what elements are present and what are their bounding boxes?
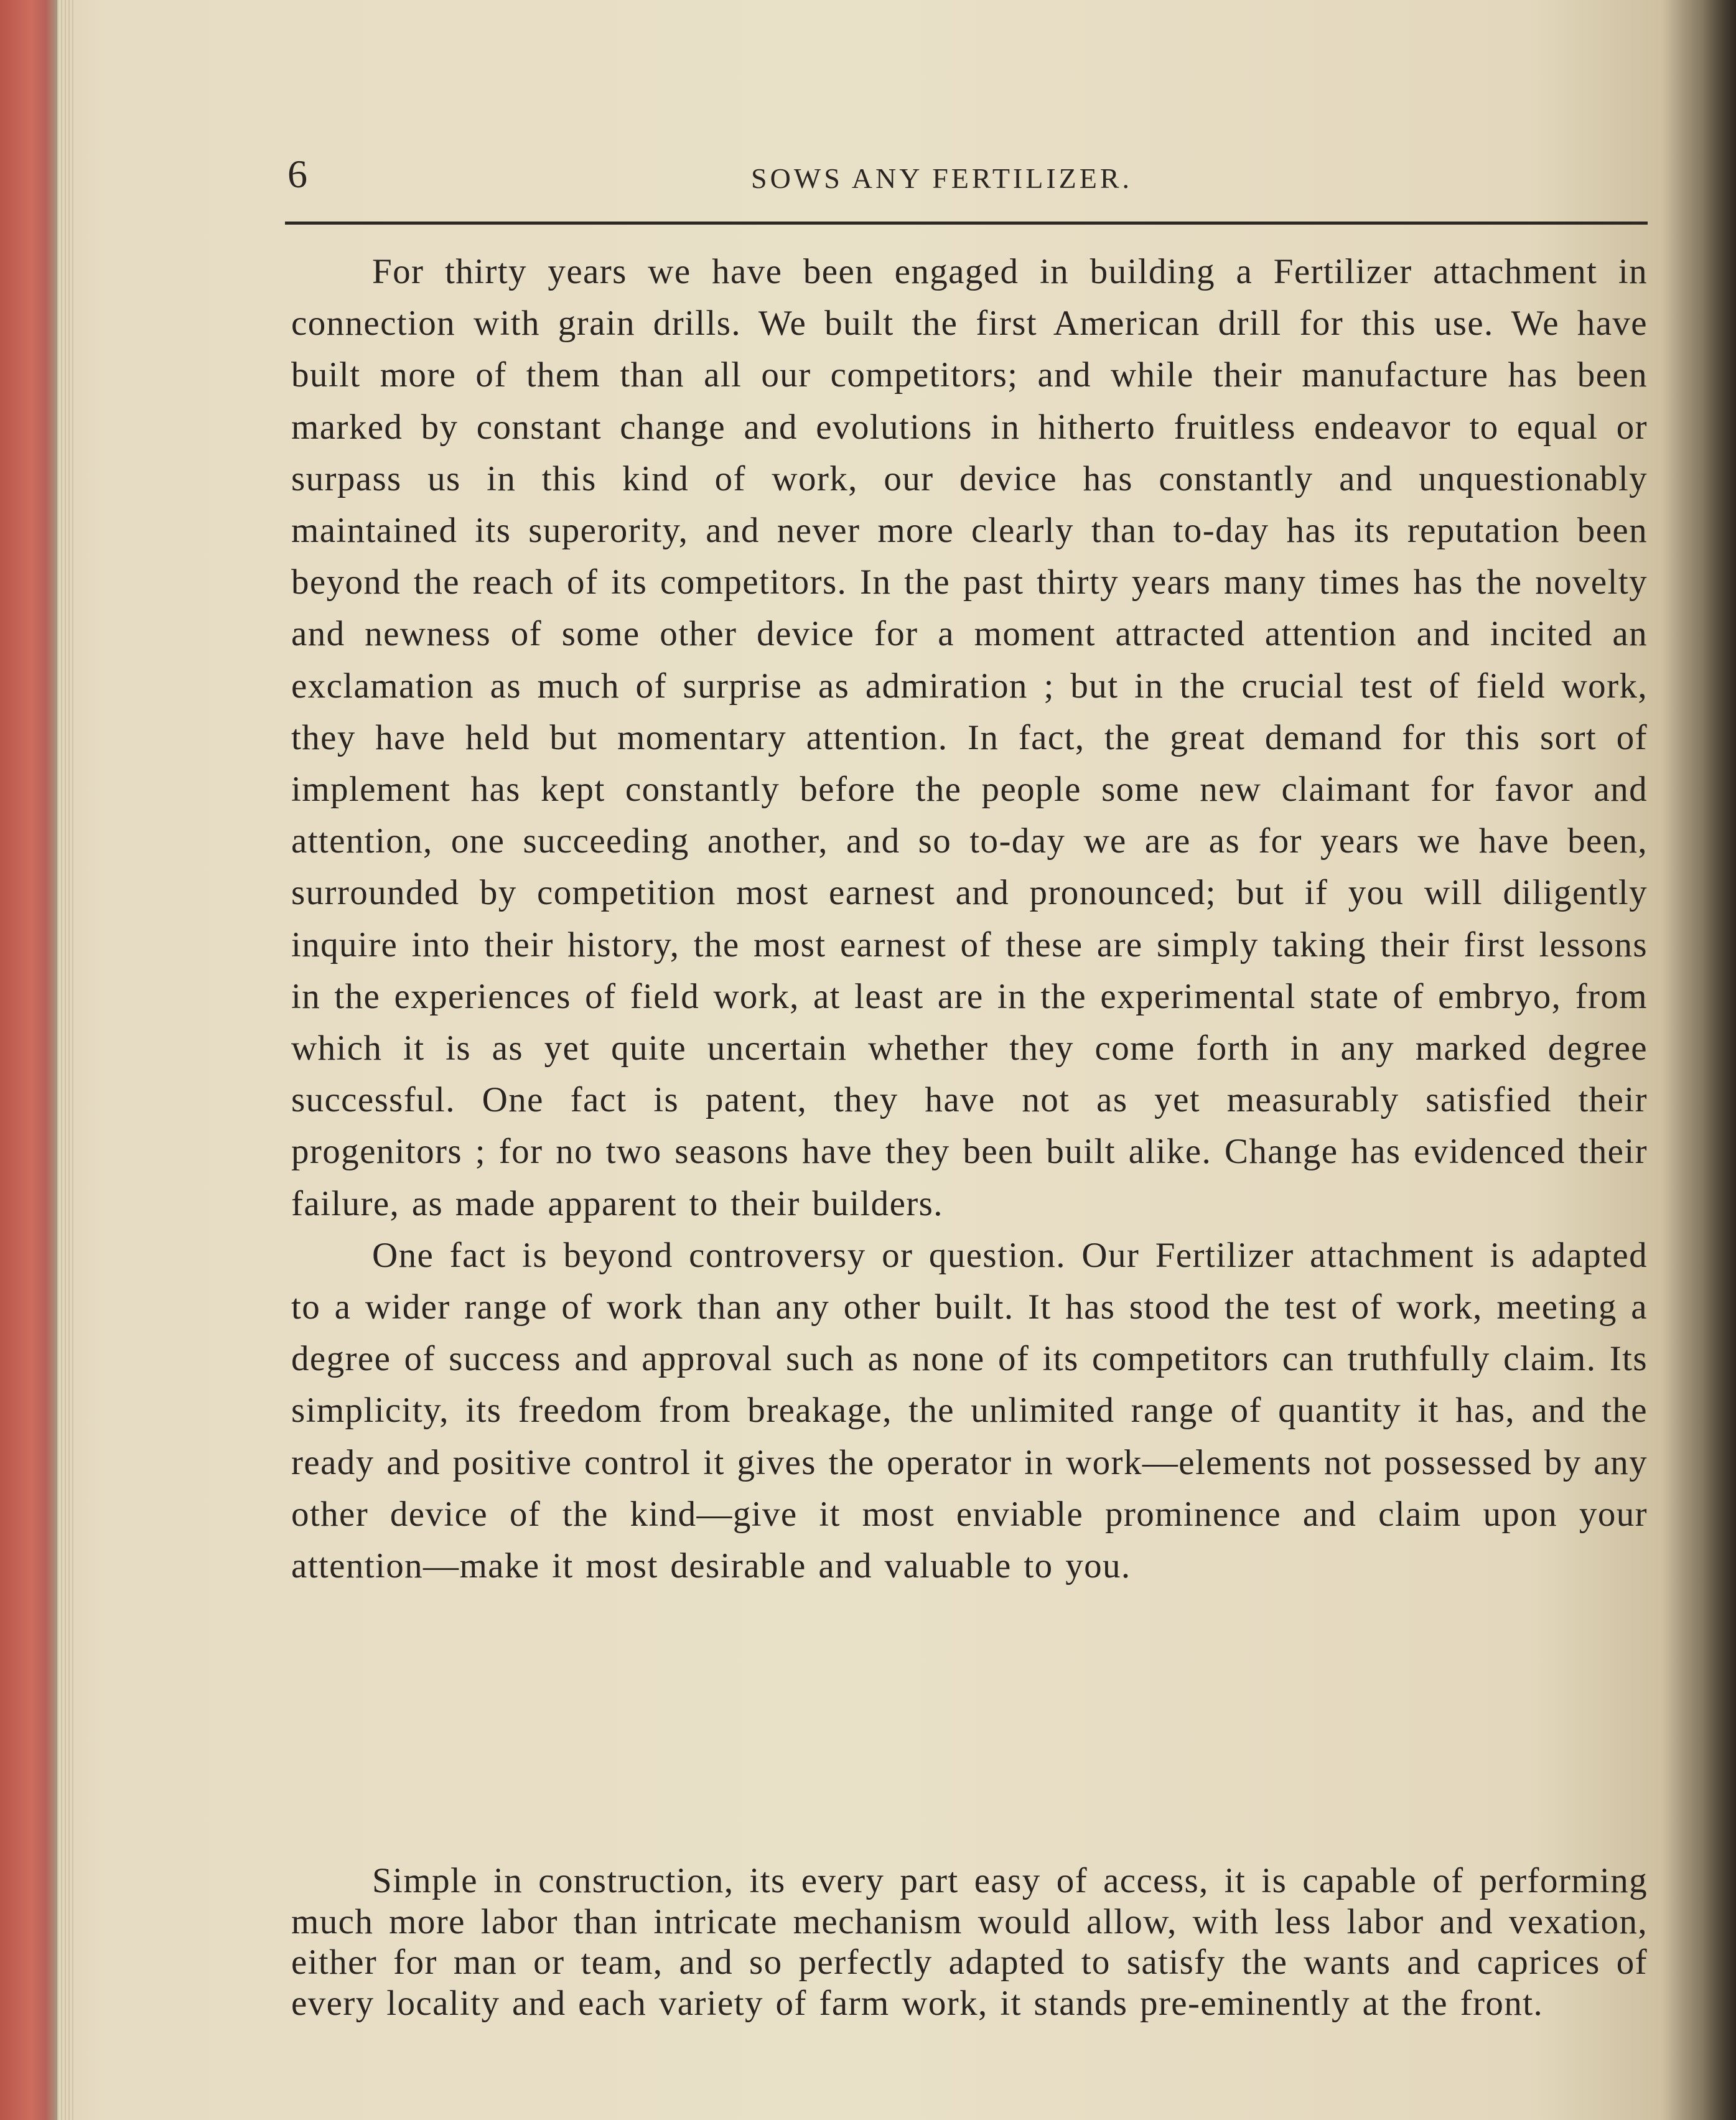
- closing-text: [291, 1861, 1648, 2024]
- binding-gutter-shadow: [1661, 0, 1736, 2120]
- paragraph-2: One fact is beyond controversy or question. Our Fertilizer attachment is adapted to a wider range of work than any other built. It has stood the test of work, meeting a degree of success and approval such as none of its competitors can truthfully claim. Its simplicity, its freedom from breakage, the unlimited range of quantity it has, and the ready and positive control it gives the operator in work—elements not possessed by any other device of the kind—give it most enviable prominence and claim upon your attention—make it most desirable and valuable to you.: [291, 1235, 1648, 1586]
- red-book-edge: [0, 0, 57, 2120]
- running-title: SOWS ANY FERTILIZER.: [751, 162, 1133, 194]
- page-number: 6: [287, 152, 307, 196]
- page-stack-edge: [57, 0, 76, 2120]
- body-text: [291, 246, 1648, 1592]
- page-header: [287, 149, 1650, 199]
- header-rule: [285, 222, 1648, 225]
- paragraph-3: Simple in construction, its every part easy of access, it is capable of performing much more labor than intricate mechanism would allow, with less labor and vexation, either for man or team, and so perfectly adapted to satisfy the wants and caprices of every locality and each variety of farm work, it stands pre-eminently at the front.: [291, 1861, 1648, 2023]
- paragraph-1: For thirty years we have been engaged in building a Fertilizer attachment in connection with grain drills. We built the first American drill for this use. We have built more of them than all our competitors; and while their manufacture has been marked by constant change and evolutions in hitherto fruitless endeavor to equal or surpass us in this kind of work, our device has constantly and unquestionably maintained its superority, and never more clearly than to-day has its reputation been beyond the reach of its competitors. In the past thirty years many times has the novelty and newness of some other device for a moment attracted attention and incited an exclamation as much of surprise as admiration ; but in the crucial test of field work, they have held but momentary attention. In fact, the great demand for this sort of implement has kept constantly before the people some new claimant for favor and attention, one succeeding another, and so to-day we are as for years we have been, surrounded by competition most earnest and pronounced; but if you will diligently inquire into their history, the most earnest of these are simply taking their first lessons in the experiences of field work, at least are in the experimental state of embryo, from which it is as yet quite uncertain whether they come forth in any marked degree successful. One fact is patent, they have not as yet measurably satisfied their progenitors ; for no two seasons have they been built alike. Change has evidenced their failure, as made apparent to their builders.: [291, 252, 1648, 1223]
